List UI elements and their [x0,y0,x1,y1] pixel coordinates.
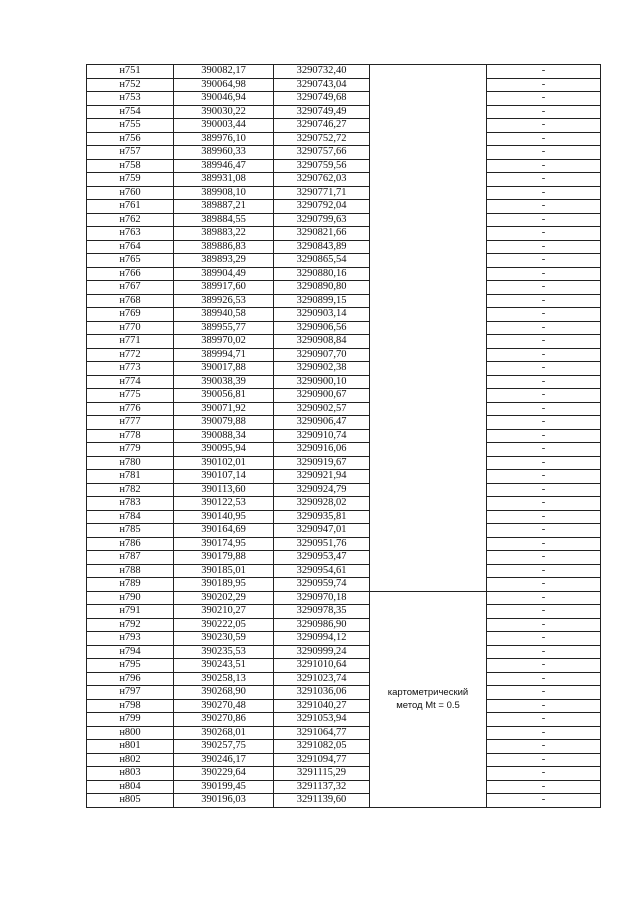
table-row [87,686,601,700]
y-coordinate-cell: 3290880,16 [274,267,370,281]
accuracy-dash-cell: - [487,308,601,322]
point-name-cell: н788 [87,564,174,578]
table-row [87,578,601,592]
x-coordinate-cell: 390199,45 [174,780,274,794]
accuracy-dash-cell: - [487,551,601,565]
accuracy-dash-cell: - [487,483,601,497]
point-name-cell: н757 [87,146,174,160]
accuracy-dash-cell: - [487,159,601,173]
y-coordinate-cell: 3290978,35 [274,605,370,619]
table-row [87,605,601,619]
x-coordinate-cell: 390270,86 [174,713,274,727]
point-name-cell: н775 [87,389,174,403]
table-row [87,483,601,497]
point-name-cell: н761 [87,200,174,214]
accuracy-dash-cell: - [487,753,601,767]
point-name-cell: н776 [87,402,174,416]
table-row [87,119,601,133]
point-name-cell: н805 [87,794,174,808]
point-name-cell: н758 [87,159,174,173]
accuracy-dash-cell: - [487,794,601,808]
x-coordinate-cell: 389917,60 [174,281,274,295]
y-coordinate-cell: 3290908,84 [274,335,370,349]
table-row [87,267,601,281]
x-coordinate-cell: 390185,01 [174,564,274,578]
y-coordinate-cell: 3290953,47 [274,551,370,565]
table-row [87,645,601,659]
table-row [87,456,601,470]
point-name-cell: н797 [87,686,174,700]
table-row [87,564,601,578]
y-coordinate-cell: 3290890,80 [274,281,370,295]
accuracy-dash-cell: - [487,780,601,794]
table-row [87,362,601,376]
point-name-cell: н756 [87,132,174,146]
table-row [87,335,601,349]
table-row [87,794,601,808]
point-name-cell: н754 [87,105,174,119]
x-coordinate-cell: 389940,58 [174,308,274,322]
point-name-cell: н792 [87,618,174,632]
point-name-cell: н759 [87,173,174,187]
accuracy-dash-cell: - [487,146,601,160]
y-coordinate-cell: 3290999,24 [274,645,370,659]
y-coordinate-cell: 3290994,12 [274,632,370,646]
accuracy-dash-cell: - [487,632,601,646]
point-name-cell: н799 [87,713,174,727]
table-row [87,524,601,538]
point-name-cell: н796 [87,672,174,686]
point-name-cell: н752 [87,78,174,92]
point-name-cell: н772 [87,348,174,362]
accuracy-dash-cell: - [487,416,601,430]
point-name-cell: н786 [87,537,174,551]
y-coordinate-cell: 3290865,54 [274,254,370,268]
y-coordinate-cell: 3290910,74 [274,429,370,443]
table-row [87,254,601,268]
accuracy-dash-cell: - [487,294,601,308]
x-coordinate-cell: 390179,88 [174,551,274,565]
accuracy-dash-cell: - [487,240,601,254]
point-name-cell: н795 [87,659,174,673]
x-coordinate-cell: 390056,81 [174,389,274,403]
accuracy-dash-cell: - [487,335,601,349]
y-coordinate-cell: 3291036,06 [274,686,370,700]
coordinates-table [86,64,601,808]
x-coordinate-cell: 390122,53 [174,497,274,511]
x-coordinate-cell: 390229,64 [174,767,274,781]
accuracy-dash-cell: - [487,362,601,376]
y-coordinate-cell: 3290903,14 [274,308,370,322]
point-name-cell: н785 [87,524,174,538]
x-coordinate-cell: 389955,77 [174,321,274,335]
table-row [87,767,601,781]
table-row [87,416,601,430]
x-coordinate-cell: 389931,08 [174,173,274,187]
table-row [87,537,601,551]
x-coordinate-cell: 389893,29 [174,254,274,268]
table-row [87,308,601,322]
y-coordinate-cell: 3290924,79 [274,483,370,497]
accuracy-dash-cell: - [487,659,601,673]
x-coordinate-cell: 390189,95 [174,578,274,592]
x-coordinate-cell: 389946,47 [174,159,274,173]
y-coordinate-cell: 3290986,90 [274,618,370,632]
table-row [87,159,601,173]
accuracy-dash-cell: - [487,564,601,578]
accuracy-dash-cell: - [487,200,601,214]
accuracy-dash-cell: - [487,605,601,619]
table-row [87,173,601,187]
coordinates-table-body [87,65,601,808]
y-coordinate-cell: 3291082,05 [274,740,370,754]
point-name-cell: н803 [87,767,174,781]
x-coordinate-cell: 390102,01 [174,456,274,470]
point-name-cell: н755 [87,119,174,133]
method-line-1: картометрический [387,687,469,698]
point-name-cell: н762 [87,213,174,227]
point-name-cell: н773 [87,362,174,376]
y-coordinate-cell: 3290732,40 [274,65,370,79]
accuracy-dash-cell: - [487,348,601,362]
x-coordinate-cell: 390082,17 [174,65,274,79]
table-row [87,618,601,632]
x-coordinate-cell: 390140,95 [174,510,274,524]
coordinates-sheet [86,64,600,808]
x-coordinate-cell: 390230,59 [174,632,274,646]
y-coordinate-cell: 3290935,81 [274,510,370,524]
point-name-cell: н769 [87,308,174,322]
y-coordinate-cell: 3291137,32 [274,780,370,794]
table-row [87,146,601,160]
accuracy-dash-cell: - [487,321,601,335]
table-row [87,389,601,403]
x-coordinate-cell: 390258,13 [174,672,274,686]
table-row [87,551,601,565]
accuracy-dash-cell: - [487,227,601,241]
accuracy-dash-cell: - [487,578,601,592]
y-coordinate-cell: 3290947,01 [274,524,370,538]
accuracy-dash-cell: - [487,497,601,511]
table-row [87,240,601,254]
y-coordinate-cell: 3290771,71 [274,186,370,200]
accuracy-dash-cell: - [487,443,601,457]
y-coordinate-cell: 3290746,27 [274,119,370,133]
accuracy-dash-cell: - [487,470,601,484]
x-coordinate-cell: 389908,10 [174,186,274,200]
accuracy-dash-cell: - [487,537,601,551]
table-row [87,470,601,484]
x-coordinate-cell: 390003,44 [174,119,274,133]
table-row [87,672,601,686]
x-coordinate-cell: 390257,75 [174,740,274,754]
x-coordinate-cell: 389884,55 [174,213,274,227]
x-coordinate-cell: 390064,98 [174,78,274,92]
accuracy-dash-cell: - [487,686,601,700]
table-row [87,726,601,740]
table-row [87,659,601,673]
x-coordinate-cell: 389883,22 [174,227,274,241]
y-coordinate-cell: 3290762,03 [274,173,370,187]
accuracy-dash-cell: - [487,78,601,92]
point-name-cell: н764 [87,240,174,254]
point-name-cell: н765 [87,254,174,268]
accuracy-dash-cell: - [487,672,601,686]
x-coordinate-cell: 389976,10 [174,132,274,146]
table-row [87,105,601,119]
x-coordinate-cell: 389994,71 [174,348,274,362]
point-name-cell: н781 [87,470,174,484]
y-coordinate-cell: 3290757,66 [274,146,370,160]
table-row [87,753,601,767]
point-name-cell: н778 [87,429,174,443]
y-coordinate-cell: 3290951,76 [274,537,370,551]
x-coordinate-cell: 390243,51 [174,659,274,673]
point-name-cell: н789 [87,578,174,592]
y-coordinate-cell: 3291139,60 [274,794,370,808]
table-row [87,375,601,389]
x-coordinate-cell: 390268,90 [174,686,274,700]
y-coordinate-cell: 3290921,94 [274,470,370,484]
table-row [87,713,601,727]
y-coordinate-cell: 3290906,47 [274,416,370,430]
y-coordinate-cell: 3291094,77 [274,753,370,767]
x-coordinate-cell: 390030,22 [174,105,274,119]
y-coordinate-cell: 3290959,74 [274,578,370,592]
x-coordinate-cell: 390196,03 [174,794,274,808]
y-coordinate-cell: 3290752,72 [274,132,370,146]
x-coordinate-cell: 390235,53 [174,645,274,659]
table-row [87,213,601,227]
point-name-cell: н767 [87,281,174,295]
accuracy-dash-cell: - [487,740,601,754]
point-name-cell: н790 [87,591,174,605]
point-name-cell: н783 [87,497,174,511]
point-name-cell: н793 [87,632,174,646]
point-name-cell: н763 [87,227,174,241]
x-coordinate-cell: 389970,02 [174,335,274,349]
y-coordinate-cell: 3290902,57 [274,402,370,416]
accuracy-dash-cell: - [487,254,601,268]
accuracy-dash-cell: - [487,767,601,781]
point-name-cell: н768 [87,294,174,308]
accuracy-dash-cell: - [487,726,601,740]
y-coordinate-cell: 3291064,77 [274,726,370,740]
x-coordinate-cell: 390246,17 [174,753,274,767]
y-coordinate-cell: 3290900,67 [274,389,370,403]
y-coordinate-cell: 3291040,27 [274,699,370,713]
x-coordinate-cell: 390113,60 [174,483,274,497]
y-coordinate-cell: 3290928,02 [274,497,370,511]
x-coordinate-cell: 390202,29 [174,591,274,605]
accuracy-dash-cell: - [487,375,601,389]
x-coordinate-cell: 390107,14 [174,470,274,484]
table-row [87,281,601,295]
x-coordinate-cell: 390164,69 [174,524,274,538]
y-coordinate-cell: 3290899,15 [274,294,370,308]
accuracy-dash-cell: - [487,65,601,79]
point-name-cell: н804 [87,780,174,794]
table-row [87,402,601,416]
accuracy-dash-cell: - [487,429,601,443]
point-name-cell: н766 [87,267,174,281]
table-row [87,591,601,605]
x-coordinate-cell: 390210,27 [174,605,274,619]
accuracy-dash-cell: - [487,267,601,281]
point-name-cell: н794 [87,645,174,659]
x-coordinate-cell: 389886,83 [174,240,274,254]
x-coordinate-cell: 390071,92 [174,402,274,416]
accuracy-dash-cell: - [487,524,601,538]
table-row [87,510,601,524]
accuracy-dash-cell: - [487,713,601,727]
table-row [87,497,601,511]
y-coordinate-cell: 3290843,89 [274,240,370,254]
point-name-cell: н800 [87,726,174,740]
y-coordinate-cell: 3291115,29 [274,767,370,781]
point-name-cell: н780 [87,456,174,470]
accuracy-dash-cell: - [487,389,601,403]
point-name-cell: н751 [87,65,174,79]
point-name-cell: н770 [87,321,174,335]
accuracy-dash-cell: - [487,92,601,106]
point-name-cell: н801 [87,740,174,754]
accuracy-dash-cell: - [487,173,601,187]
point-name-cell: н771 [87,335,174,349]
x-coordinate-cell: 390038,39 [174,375,274,389]
x-coordinate-cell: 389904,49 [174,267,274,281]
y-coordinate-cell: 3290743,04 [274,78,370,92]
y-coordinate-cell: 3290954,61 [274,564,370,578]
point-name-cell: н753 [87,92,174,106]
accuracy-dash-cell: - [487,281,601,295]
accuracy-dash-cell: - [487,186,601,200]
y-coordinate-cell: 3290759,56 [274,159,370,173]
accuracy-dash-cell: - [487,132,601,146]
table-row [87,429,601,443]
table-row [87,348,601,362]
accuracy-dash-cell: - [487,213,601,227]
method-line-2: метод Mt = 0.5 [396,700,460,711]
table-row [87,321,601,335]
x-coordinate-cell: 390046,94 [174,92,274,106]
x-coordinate-cell: 389960,33 [174,146,274,160]
accuracy-dash-cell: - [487,510,601,524]
y-coordinate-cell: 3291010,64 [274,659,370,673]
method-cell [370,591,487,807]
accuracy-dash-cell: - [487,591,601,605]
y-coordinate-cell: 3290821,66 [274,227,370,241]
y-coordinate-cell: 3290970,18 [274,591,370,605]
accuracy-dash-cell: - [487,645,601,659]
y-coordinate-cell: 3290799,63 [274,213,370,227]
table-row [87,65,601,79]
table-row [87,294,601,308]
accuracy-dash-cell: - [487,402,601,416]
x-coordinate-cell: 390174,95 [174,537,274,551]
table-row [87,227,601,241]
x-coordinate-cell: 390270,48 [174,699,274,713]
point-name-cell: н787 [87,551,174,565]
table-row [87,780,601,794]
accuracy-dash-cell: - [487,618,601,632]
table-row [87,186,601,200]
y-coordinate-cell: 3290907,70 [274,348,370,362]
x-coordinate-cell: 390222,05 [174,618,274,632]
table-row [87,200,601,214]
point-name-cell: н774 [87,375,174,389]
y-coordinate-cell: 3290749,49 [274,105,370,119]
y-coordinate-cell: 3290902,38 [274,362,370,376]
point-name-cell: н760 [87,186,174,200]
y-coordinate-cell: 3290906,56 [274,321,370,335]
y-coordinate-cell: 3290749,68 [274,92,370,106]
table-row [87,443,601,457]
table-row [87,132,601,146]
x-coordinate-cell: 390079,88 [174,416,274,430]
y-coordinate-cell: 3290900,10 [274,375,370,389]
method-cell-empty [370,65,487,592]
x-coordinate-cell: 389926,53 [174,294,274,308]
table-row [87,699,601,713]
point-name-cell: н798 [87,699,174,713]
point-name-cell: н779 [87,443,174,457]
x-coordinate-cell: 390017,88 [174,362,274,376]
table-row [87,78,601,92]
table-row [87,92,601,106]
y-coordinate-cell: 3290916,06 [274,443,370,457]
accuracy-dash-cell: - [487,699,601,713]
y-coordinate-cell: 3291053,94 [274,713,370,727]
accuracy-dash-cell: - [487,119,601,133]
point-name-cell: н802 [87,753,174,767]
table-row [87,632,601,646]
x-coordinate-cell: 390268,01 [174,726,274,740]
table-row [87,740,601,754]
accuracy-dash-cell: - [487,105,601,119]
point-name-cell: н784 [87,510,174,524]
point-name-cell: н791 [87,605,174,619]
x-coordinate-cell: 389887,21 [174,200,274,214]
point-name-cell: н777 [87,416,174,430]
y-coordinate-cell: 3290919,67 [274,456,370,470]
point-name-cell: н782 [87,483,174,497]
y-coordinate-cell: 3290792,04 [274,200,370,214]
y-coordinate-cell: 3291023,74 [274,672,370,686]
x-coordinate-cell: 390095,94 [174,443,274,457]
accuracy-dash-cell: - [487,456,601,470]
x-coordinate-cell: 390088,34 [174,429,274,443]
